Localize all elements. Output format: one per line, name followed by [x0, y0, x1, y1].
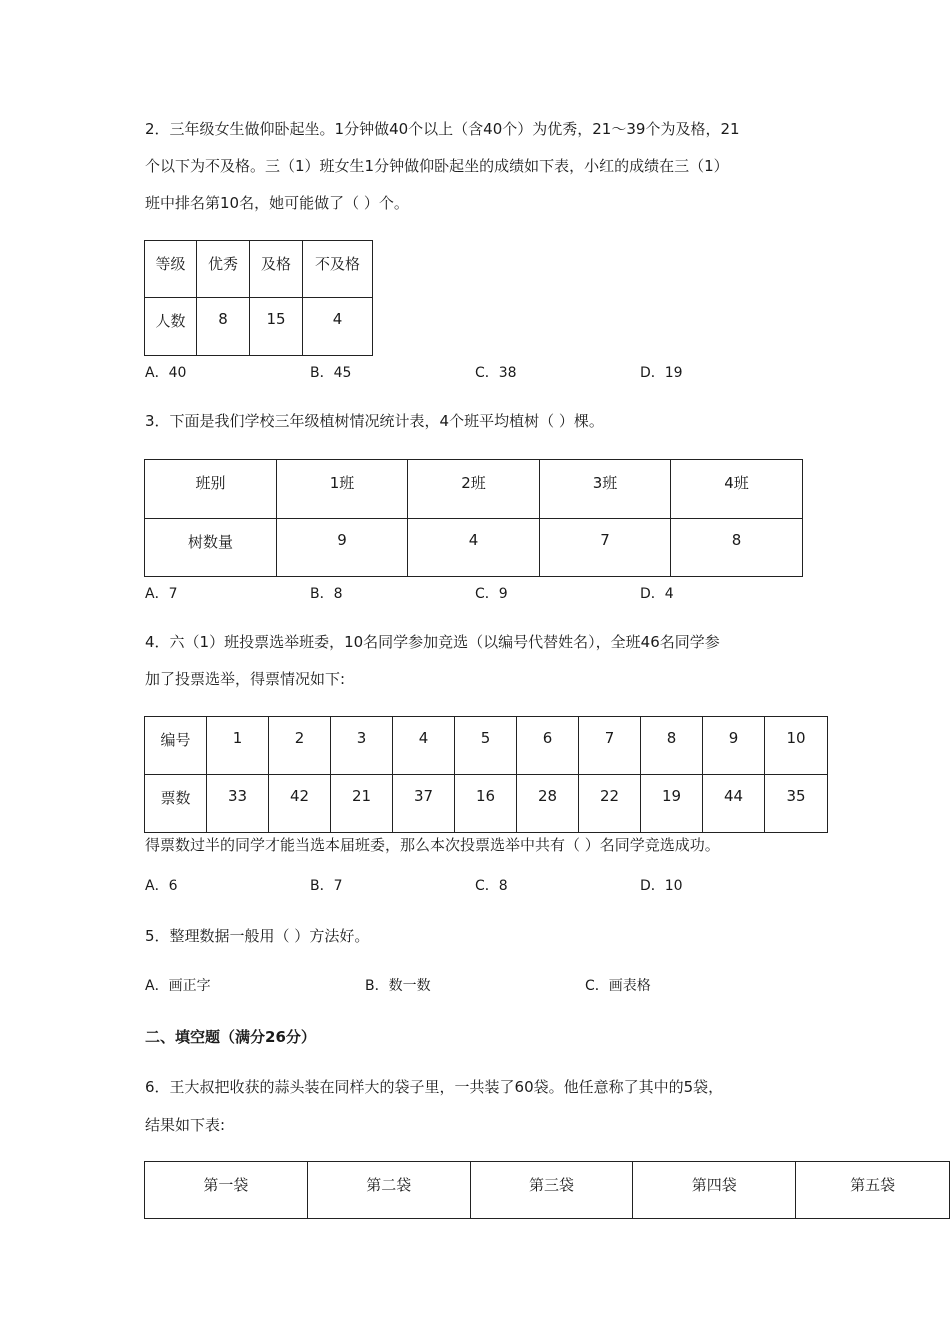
q5-line: 5．整理数据一般用（ ）方法好。 [145, 927, 370, 945]
table-cell: 2 [269, 717, 331, 775]
table-cell: 21 [331, 775, 393, 833]
table-cell: 16 [455, 775, 517, 833]
q2-option-c[interactable]: C．38 [475, 365, 517, 381]
q2-grade-table [144, 240, 373, 356]
q4-vote-table [144, 716, 828, 833]
table-cell: 44 [703, 775, 765, 833]
q6-line-1: 6．王大叔把收获的蒜头装在同样大的袋子里，一共装了60袋。他任意称了其中的5袋， [145, 1078, 724, 1096]
q2-option-b[interactable]: B．45 [310, 365, 352, 381]
table-cell: 8 [671, 519, 803, 577]
table-cell: 4 [393, 717, 455, 775]
table-cell: 5 [455, 717, 517, 775]
q6-bag-table [144, 1161, 950, 1219]
table-cell: 第三袋 [470, 1162, 633, 1219]
q2-line-3: 班中排名第10名，她可能做了（ ）个。 [145, 194, 409, 212]
table-cell: 第一袋 [145, 1162, 308, 1219]
table-cell: 8 [197, 298, 250, 356]
table-cell: 7 [579, 717, 641, 775]
table-row [145, 519, 803, 577]
table-row [145, 717, 828, 775]
table-cell: 2班 [408, 460, 540, 519]
table-cell: 第五袋 [796, 1162, 950, 1219]
q4-option-a[interactable]: A．6 [145, 878, 178, 894]
table-cell: 35 [765, 775, 828, 833]
table-row [145, 1162, 950, 1219]
q2-option-a[interactable]: A．40 [145, 365, 187, 381]
q3-option-a[interactable]: A．7 [145, 586, 178, 602]
q4-line-2: 加了投票选举，得票情况如下: [145, 670, 346, 688]
table-row [145, 241, 373, 298]
q5-option-c[interactable]: C．画表格 [585, 978, 651, 994]
q5-option-a[interactable]: A．画正字 [145, 978, 211, 994]
table-cell: 人数 [145, 298, 197, 356]
table-cell: 树数量 [145, 519, 277, 577]
q6-line-2: 结果如下表: [145, 1116, 226, 1134]
q4-option-d[interactable]: D．10 [640, 878, 683, 894]
table-cell: 优秀 [197, 241, 250, 298]
table-cell: 不及格 [303, 241, 373, 298]
table-cell: 6 [517, 717, 579, 775]
table-cell: 第二袋 [307, 1162, 470, 1219]
table-cell: 票数 [145, 775, 207, 833]
table-cell: 1 [207, 717, 269, 775]
table-cell: 及格 [250, 241, 303, 298]
q5-option-b[interactable]: B．数一数 [365, 978, 431, 994]
table-cell: 4 [303, 298, 373, 356]
q2-option-d[interactable]: D．19 [640, 365, 683, 381]
q4-after-text: 得票数过半的同学才能当选本届班委，那么本次投票选举中共有（ ）名同学竞选成功。 [145, 836, 720, 854]
table-cell: 33 [207, 775, 269, 833]
table-row [145, 775, 828, 833]
table-cell: 4班 [671, 460, 803, 519]
section-heading: 二、填空题（满分26分） [145, 1028, 316, 1046]
q2-line-2: 个以下为不及格。三（1）班女生1分钟做仰卧起坐的成绩如下表，小红的成绩在三（1） [145, 157, 729, 175]
table-cell: 9 [277, 519, 408, 577]
table-row [145, 298, 373, 356]
table-cell: 37 [393, 775, 455, 833]
q4-option-c[interactable]: C．8 [475, 878, 508, 894]
table-cell: 9 [703, 717, 765, 775]
table-cell: 编号 [145, 717, 207, 775]
q3-option-c[interactable]: C．9 [475, 586, 508, 602]
q4-line-1: 4．六（1）班投票选举班委，10名同学参加竞选（以编号代替姓名），全班46名同学参 [145, 633, 720, 651]
table-cell: 3班 [540, 460, 671, 519]
table-cell: 7 [540, 519, 671, 577]
table-cell: 4 [408, 519, 540, 577]
q4-option-b[interactable]: B．7 [310, 878, 343, 894]
table-cell: 8 [641, 717, 703, 775]
table-cell: 3 [331, 717, 393, 775]
table-row [145, 460, 803, 519]
table-cell: 第四袋 [633, 1162, 796, 1219]
q3-option-b[interactable]: B．8 [310, 586, 343, 602]
table-cell: 班别 [145, 460, 277, 519]
q3-line: 3．下面是我们学校三年级植树情况统计表，4个班平均植树（ ）棵。 [145, 412, 604, 430]
table-cell: 19 [641, 775, 703, 833]
table-cell: 42 [269, 775, 331, 833]
table-cell: 10 [765, 717, 828, 775]
table-cell: 22 [579, 775, 641, 833]
q3-tree-table [144, 459, 803, 577]
table-cell: 28 [517, 775, 579, 833]
table-cell: 1班 [277, 460, 408, 519]
q3-option-d[interactable]: D．4 [640, 586, 674, 602]
q2-line-1: 2．三年级女生做仰卧起坐。1分钟做40个以上（含40个）为优秀，21～39个为及格，21 [145, 120, 740, 138]
table-cell: 等级 [145, 241, 197, 298]
table-cell: 15 [250, 298, 303, 356]
